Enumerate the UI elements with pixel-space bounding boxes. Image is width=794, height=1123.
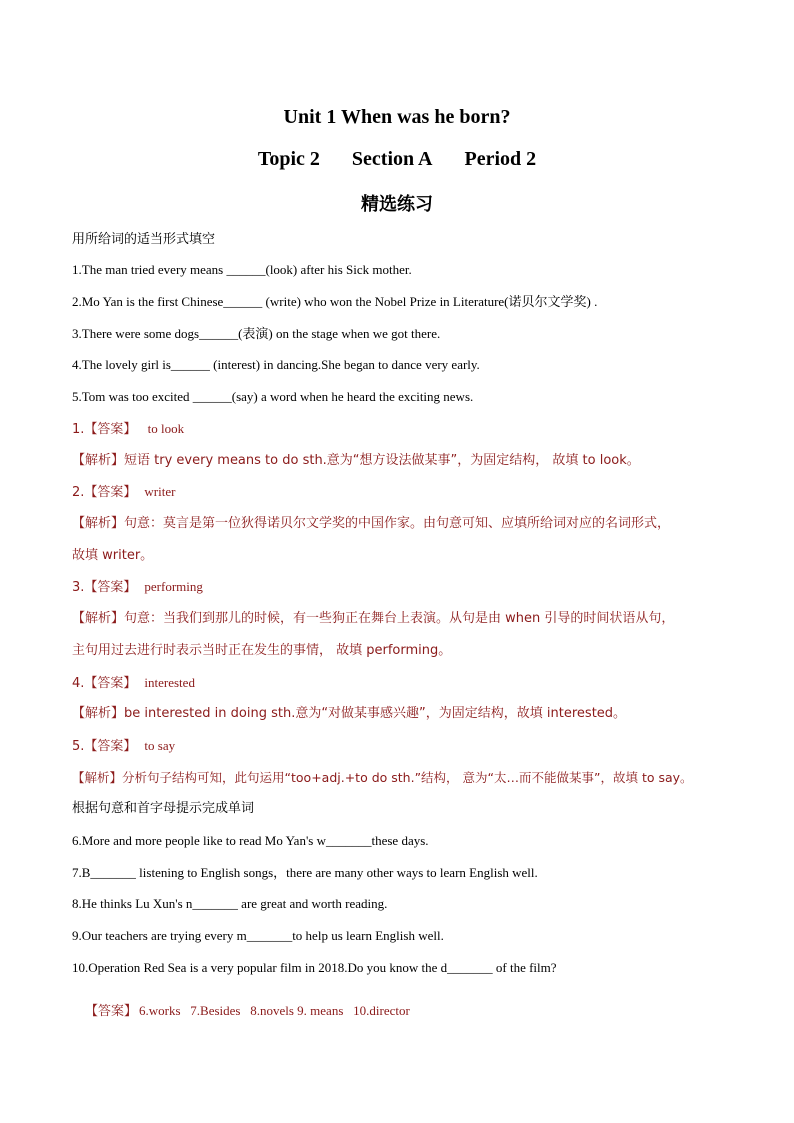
explanation-4 (72, 705, 626, 723)
part2-instruction: 根据句意和首字母提示完成单词 (72, 801, 255, 816)
page-subtitle (0, 148, 794, 171)
answer-values: 6.works 7.Besides 8.novels 9. means 10.director (139, 1003, 410, 1018)
answer-2 (72, 483, 175, 502)
answer-4 (72, 674, 195, 693)
answer-label: 1.【答案】 (72, 422, 137, 437)
question-8: 8.He thinks Lu Xun's n_______ are great and worth reading. (72, 896, 388, 911)
question-3: 3.There were some dogs______(表演) on the stage when we got there. (72, 326, 441, 341)
answer-label: 3.【答案】 (72, 580, 137, 595)
subtitle-topic: Topic 2 (257, 148, 320, 170)
explanation-text: be interested in doing sth.意为“对做某事感兴趣”，为固定结构，故填 interested。 (124, 706, 627, 721)
question-10: 10.Operation Red Sea is a very popular film in 2018.Do you know the d_______ of the film? (72, 960, 557, 975)
answer-label: 5.【答案】 (72, 739, 137, 754)
subtitle-period: Period 2 (464, 148, 537, 170)
question-6: 6.More and more people like to read Mo Yan's w_______these days. (72, 833, 429, 848)
explanation-label: 【解析】 (72, 611, 125, 626)
subtitle-section: Section A (351, 148, 433, 170)
explanation-2-cont: 故填 writer。 (72, 548, 154, 563)
explanation-label: 【解析】 (72, 453, 125, 468)
page-title: Unit 1 When was he born? (283, 106, 511, 128)
explanation-label: 【解析】 (72, 706, 125, 721)
question-4: 4.The lovely girl is______ (interest) in dancing.She began to dance very early. (72, 357, 480, 372)
part2-answers (72, 984, 410, 1039)
explanation-label: 【解析】 (72, 516, 125, 531)
answer-label: 4.【答案】 (72, 676, 137, 691)
section-heading: 精选练习 (361, 194, 433, 215)
explanation-text: 短语 try every means to do sth.意为“想方设法做某事”，为固定结构， 故填 to look。 (124, 453, 640, 468)
explanation-label: 【解析】 (72, 770, 123, 785)
question-2: 2.Mo Yan is the first Chinese______ (write) who won the Nobel Prize in Literature(诺贝尔文学奖) . (72, 294, 598, 309)
answer-value: interested (144, 675, 195, 690)
answer-value: to say (144, 738, 176, 753)
answer-5 (72, 737, 175, 756)
explanation-3 (72, 610, 674, 628)
answer-value: to look (144, 421, 185, 436)
part1-instruction: 用所给词的适当形式填空 (72, 232, 216, 247)
question-1: 1.The man tried every means ______(look) after his Sick mother. (72, 262, 412, 277)
explanation-1 (72, 452, 640, 470)
explanation-5 (72, 769, 693, 787)
answer-value: performing (144, 579, 203, 594)
answer-3 (72, 578, 203, 597)
explanation-text: 分析句子结构可知，此句运用“too+adj.+to do sth.”结构， 意为“太…而不能做某事”，故填 to say。 (122, 770, 693, 785)
answer-value: writer (144, 484, 176, 499)
answer-1 (72, 420, 184, 439)
question-5: 5.Tom was too excited ______(say) a word when he heard the exciting news. (72, 389, 474, 404)
explanation-2 (72, 515, 670, 533)
question-7: 7.B_______ listening to English songs，there are many other ways to learn English well. (72, 865, 538, 880)
explanation-3-cont: 主句用过去进行时表示当时正在发生的事情， 故填 performing。 (72, 643, 452, 658)
answer-label: 【答案】 (85, 1004, 138, 1019)
answer-label: 2.【答案】 (72, 485, 137, 500)
explanation-text: 句意：当我们到那儿的时候，有一些狗正在舞台上表演。从句是由 when 引导的时间状语从句， (124, 611, 675, 626)
question-9: 9.Our teachers are trying every m_______to help us learn English well. (72, 928, 444, 943)
explanation-text: 句意：莫言是第一位狄得诺贝尔文学奖的中国作家。由句意可知、应填所给词对应的名词形式， (124, 516, 671, 531)
